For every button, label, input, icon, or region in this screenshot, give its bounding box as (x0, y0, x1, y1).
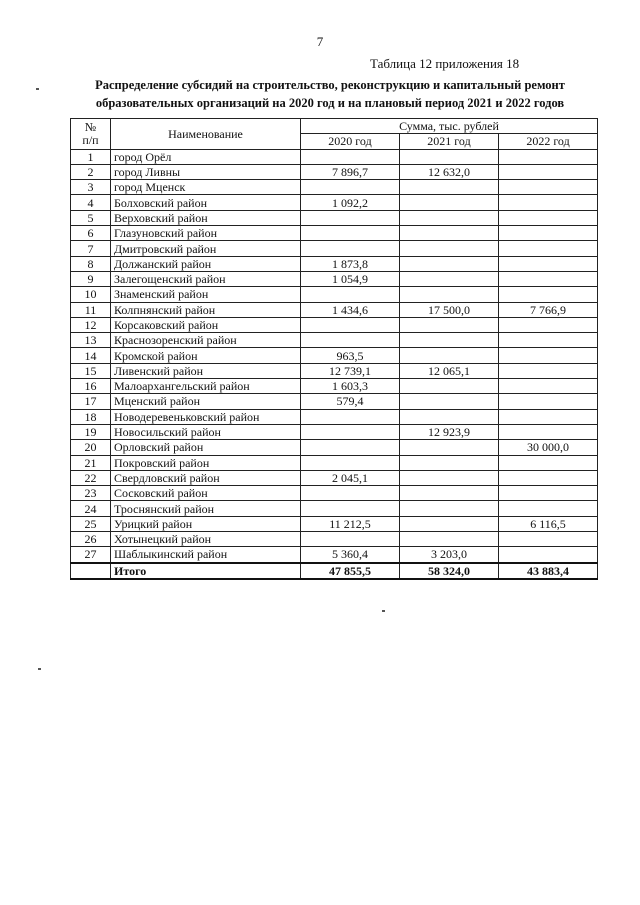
row-name: Колпнянский район (111, 302, 301, 317)
row-value-2020: 1 434,6 (301, 302, 400, 317)
row-value-2020: 1 603,3 (301, 379, 400, 394)
row-number: 8 (71, 256, 111, 271)
table-row (71, 271, 598, 286)
row-number: 18 (71, 409, 111, 424)
row-number: 21 (71, 455, 111, 470)
row-value-2020 (301, 149, 400, 164)
table-row (71, 547, 598, 563)
table-row (71, 180, 598, 195)
row-name: Кромской район (111, 348, 301, 363)
row-value-2020 (301, 440, 400, 455)
row-name: Дмитровский район (111, 241, 301, 256)
row-value-2021: 17 500,0 (400, 302, 499, 317)
row-value-2020 (301, 180, 400, 195)
row-value-2022 (499, 180, 598, 195)
header-number-line-1: № (84, 119, 97, 134)
row-value-2021 (400, 271, 499, 286)
row-value-2020 (301, 241, 400, 256)
row-name: Малоархангельский район (111, 379, 301, 394)
row-number: 15 (71, 363, 111, 378)
row-value-2020: 1 092,2 (301, 195, 400, 210)
row-name: Шаблыкинский район (111, 547, 301, 563)
row-number: 13 (71, 333, 111, 348)
row-number: 17 (71, 394, 111, 409)
table-row (71, 348, 598, 363)
row-number: 14 (71, 348, 111, 363)
row-value-2020: 579,4 (301, 394, 400, 409)
title-line-2: образовательных организаций на 2020 год и на плановый период 2021 и 2022 годов (95, 96, 565, 110)
row-name: Свердловский район (111, 470, 301, 485)
row-value-2021 (400, 532, 499, 547)
table-row (71, 195, 598, 210)
row-name: Сосковский район (111, 486, 301, 501)
row-number: 16 (71, 379, 111, 394)
row-number: 27 (71, 547, 111, 563)
row-value-2020 (301, 317, 400, 332)
row-value-2022 (499, 149, 598, 164)
row-name: Залегощенский район (111, 271, 301, 286)
row-name: Краснозоренский район (111, 333, 301, 348)
row-name: Должанский район (111, 256, 301, 271)
row-value-2022 (499, 317, 598, 332)
table-row (71, 210, 598, 225)
row-value-2022 (499, 256, 598, 271)
header-number-line-2: п/п (82, 132, 99, 147)
row-value-2021 (400, 195, 499, 210)
row-number: 7 (71, 241, 111, 256)
header-2020: 2020 год (301, 134, 400, 149)
table-row (71, 256, 598, 271)
row-value-2022: 6 116,5 (499, 516, 598, 531)
row-value-2020: 1 873,8 (301, 256, 400, 271)
row-name: Мценский район (111, 394, 301, 409)
row-name: Болховский район (111, 195, 301, 210)
total-number-cell (71, 563, 111, 579)
row-value-2021 (400, 241, 499, 256)
table-row (71, 501, 598, 516)
table-row (71, 379, 598, 394)
row-value-2021 (400, 287, 499, 302)
row-name: Покровский район (111, 455, 301, 470)
row-value-2022 (499, 470, 598, 485)
row-value-2020: 11 212,5 (301, 516, 400, 531)
row-value-2021 (400, 409, 499, 424)
row-number: 12 (71, 317, 111, 332)
row-value-2021: 3 203,0 (400, 547, 499, 563)
row-value-2022 (499, 532, 598, 547)
row-value-2021 (400, 317, 499, 332)
header-2022: 2022 год (499, 134, 598, 149)
row-value-2021 (400, 455, 499, 470)
row-value-2020 (301, 226, 400, 241)
table-row (71, 363, 598, 378)
row-name: город Орёл (111, 149, 301, 164)
row-name: город Ливны (111, 164, 301, 179)
row-value-2021 (400, 210, 499, 225)
row-value-2022 (499, 501, 598, 516)
row-value-2022 (499, 379, 598, 394)
row-value-2022: 30 000,0 (499, 440, 598, 455)
row-value-2021: 12 632,0 (400, 164, 499, 179)
row-value-2022 (499, 547, 598, 563)
row-value-2020 (301, 486, 400, 501)
row-value-2021 (400, 348, 499, 363)
row-number: 2 (71, 164, 111, 179)
row-value-2020 (301, 501, 400, 516)
table-row (71, 333, 598, 348)
row-value-2021 (400, 486, 499, 501)
row-value-2022 (499, 164, 598, 179)
table-row (71, 317, 598, 332)
table-row (71, 164, 598, 179)
row-number: 19 (71, 424, 111, 439)
row-value-2021 (400, 180, 499, 195)
table-reference: Таблица 12 приложения 18 (370, 56, 520, 71)
row-value-2021 (400, 501, 499, 516)
row-number: 4 (71, 195, 111, 210)
row-name: Орловский район (111, 440, 301, 455)
row-value-2020: 5 360,4 (301, 547, 400, 563)
row-value-2022 (499, 333, 598, 348)
row-value-2021: 12 065,1 (400, 363, 499, 378)
page-number: 7 (316, 34, 324, 49)
table-body (71, 149, 598, 563)
row-number: 24 (71, 501, 111, 516)
row-number: 20 (71, 440, 111, 455)
row-value-2022 (499, 287, 598, 302)
row-value-2021 (400, 333, 499, 348)
table-row (71, 532, 598, 547)
table-row (71, 287, 598, 302)
row-value-2020 (301, 333, 400, 348)
row-number: 1 (71, 149, 111, 164)
scan-mark (38, 668, 41, 670)
row-value-2020: 1 054,9 (301, 271, 400, 286)
row-name: Троснянский район (111, 501, 301, 516)
row-value-2021: 12 923,9 (400, 424, 499, 439)
row-value-2022 (499, 241, 598, 256)
row-name: Глазуновский район (111, 226, 301, 241)
row-name: Новосильский район (111, 424, 301, 439)
row-value-2020: 2 045,1 (301, 470, 400, 485)
row-value-2021 (400, 226, 499, 241)
total-2021: 58 324,0 (400, 563, 499, 579)
row-number: 22 (71, 470, 111, 485)
table-row (71, 486, 598, 501)
row-value-2020 (301, 210, 400, 225)
row-name: город Мценск (111, 180, 301, 195)
row-value-2022 (499, 348, 598, 363)
row-value-2022 (499, 271, 598, 286)
row-value-2021 (400, 470, 499, 485)
total-2020: 47 855,5 (301, 563, 400, 579)
table-row (71, 241, 598, 256)
row-value-2020: 963,5 (301, 348, 400, 363)
row-value-2021 (400, 394, 499, 409)
table-row (71, 226, 598, 241)
total-2022: 43 883,4 (499, 563, 598, 579)
row-value-2022 (499, 363, 598, 378)
row-value-2022 (499, 226, 598, 241)
subsidy-table (70, 118, 598, 580)
total-label: Итого (111, 563, 301, 579)
header-sum: Сумма, тыс. рублей (301, 119, 598, 134)
row-name: Знаменский район (111, 287, 301, 302)
row-name: Верховский район (111, 210, 301, 225)
scan-mark (36, 88, 39, 90)
row-value-2022 (499, 195, 598, 210)
row-value-2021 (400, 149, 499, 164)
document-title (40, 76, 620, 112)
row-value-2022 (499, 394, 598, 409)
row-number: 6 (71, 226, 111, 241)
row-name: Новодеревеньковский район (111, 409, 301, 424)
row-value-2022 (499, 455, 598, 470)
row-value-2020 (301, 532, 400, 547)
row-name: Хотынецкий район (111, 532, 301, 547)
header-2021: 2021 год (400, 134, 499, 149)
table-row (71, 149, 598, 164)
row-name: Ливенский район (111, 363, 301, 378)
row-value-2020 (301, 409, 400, 424)
row-number: 23 (71, 486, 111, 501)
header-number (71, 119, 111, 150)
row-value-2020 (301, 455, 400, 470)
row-value-2020 (301, 287, 400, 302)
table-row (71, 440, 598, 455)
table-row (71, 302, 598, 317)
row-value-2020: 7 896,7 (301, 164, 400, 179)
row-value-2022: 7 766,9 (499, 302, 598, 317)
row-value-2022 (499, 210, 598, 225)
row-number: 5 (71, 210, 111, 225)
header-name: Наименование (111, 119, 301, 150)
row-value-2021 (400, 516, 499, 531)
row-value-2021 (400, 379, 499, 394)
row-value-2020: 12 739,1 (301, 363, 400, 378)
table-row (71, 394, 598, 409)
row-number: 10 (71, 287, 111, 302)
row-value-2022 (499, 486, 598, 501)
row-number: 26 (71, 532, 111, 547)
scan-mark (382, 610, 385, 612)
row-value-2020 (301, 424, 400, 439)
total-row (71, 563, 598, 579)
table-row (71, 516, 598, 531)
row-number: 9 (71, 271, 111, 286)
row-value-2022 (499, 424, 598, 439)
table-row (71, 455, 598, 470)
table-row (71, 424, 598, 439)
row-value-2021 (400, 256, 499, 271)
table-row (71, 470, 598, 485)
row-name: Урицкий район (111, 516, 301, 531)
row-name: Корсаковский район (111, 317, 301, 332)
row-value-2022 (499, 409, 598, 424)
row-number: 11 (71, 302, 111, 317)
row-number: 25 (71, 516, 111, 531)
title-line-1: Распределение субсидий на строительство, реконструкцию и капитальный ремонт (95, 78, 565, 92)
table-row (71, 409, 598, 424)
row-value-2021 (400, 440, 499, 455)
row-number: 3 (71, 180, 111, 195)
